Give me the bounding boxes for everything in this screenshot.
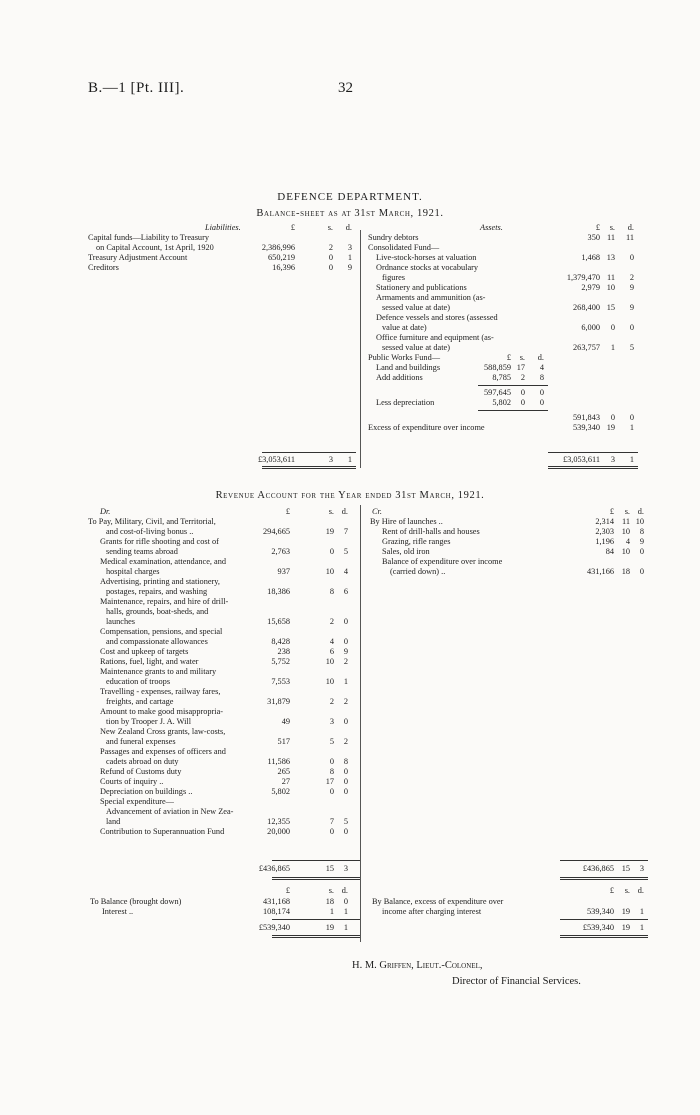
public-works-pence-head: d. bbox=[537, 353, 544, 362]
livestock-pence: 0 bbox=[629, 253, 634, 262]
debit-pence: 6 bbox=[343, 587, 348, 596]
debit-pence: 1 bbox=[343, 677, 348, 686]
balance-brought-down-shillings: 18 bbox=[325, 897, 334, 906]
debit-pounds: 5,802 bbox=[271, 787, 290, 796]
additions-shillings: 2 bbox=[520, 373, 525, 382]
credit-total-double-rule bbox=[560, 879, 648, 880]
debit-pounds: 5,752 bbox=[271, 657, 290, 666]
debit-label: and cost-of-living bonus .. bbox=[106, 527, 194, 536]
signature-name: H. M. Griffen, Lieut.-Colonel, bbox=[352, 960, 483, 971]
debit-label: Cost and upkeep of targets bbox=[100, 647, 189, 656]
land-buildings-shillings: 17 bbox=[516, 363, 525, 372]
credit-label: Sales, old iron bbox=[382, 547, 430, 556]
debit-pounds: 517 bbox=[277, 737, 290, 746]
debit-shillings: 10 bbox=[325, 657, 334, 666]
debit-label: Travelling - expenses, railway fares, bbox=[100, 687, 221, 696]
debit-pence: 2 bbox=[343, 737, 348, 746]
debit-pounds: 265 bbox=[277, 767, 290, 776]
ordnance-pounds: 1,379,470 bbox=[566, 273, 600, 282]
office-pounds: 263,757 bbox=[573, 343, 600, 352]
depreciation-label: Less depreciation bbox=[376, 398, 435, 407]
debit-pounds: 294,665 bbox=[263, 527, 290, 536]
revenue-debit-shilling-head: s. bbox=[328, 507, 334, 516]
liability-label: Treasury Adjustment Account bbox=[88, 253, 188, 262]
cr-label: Cr. bbox=[372, 507, 382, 516]
excess-pence: 1 bbox=[629, 423, 634, 432]
credit-shillings: 10 bbox=[621, 527, 630, 536]
additions-pounds: 8,785 bbox=[492, 373, 511, 382]
debit-pence: 0 bbox=[343, 617, 348, 626]
credit-pence: 0 bbox=[639, 567, 644, 576]
public-works-label: Public Works Fund— bbox=[368, 353, 441, 362]
credit-total-rule bbox=[560, 860, 648, 861]
balance-down-total-rule bbox=[272, 919, 360, 920]
credit-total-double-rule bbox=[560, 877, 648, 878]
debit-label: hospital charges bbox=[106, 567, 160, 576]
balance-credit-double-rule bbox=[560, 935, 648, 936]
debit-shillings: 0 bbox=[329, 787, 334, 796]
assets-total-pounds: £3,053,611 bbox=[562, 455, 600, 464]
revenue-account-title: Revenue Account for the Year ended 31st March, 1921. bbox=[215, 490, 485, 501]
liabilities-total-rule bbox=[262, 452, 356, 453]
stationery-pence: 9 bbox=[629, 283, 634, 292]
credit-pounds: 2,303 bbox=[595, 527, 614, 536]
additions-pence: 8 bbox=[539, 373, 544, 382]
debit-shillings: 6 bbox=[329, 647, 334, 656]
document-reference: B.—1 [Pt. III]. bbox=[88, 80, 185, 96]
balance-brought-down-label: To Balance (brought down) bbox=[90, 897, 182, 906]
debit-label: education of troops bbox=[106, 677, 171, 686]
credit-shillings: 18 bbox=[621, 567, 630, 576]
credit-shillings: 4 bbox=[625, 537, 630, 546]
depreciation-pounds: 5,802 bbox=[492, 398, 511, 407]
liabilities-total-pounds: £3,053,611 bbox=[257, 455, 295, 464]
debit-pence: 0 bbox=[343, 717, 348, 726]
stationery-pounds: 2,979 bbox=[581, 283, 600, 292]
debit-shillings: 5 bbox=[329, 737, 334, 746]
debit-shillings: 17 bbox=[325, 777, 334, 786]
debit-pence: 0 bbox=[343, 767, 348, 776]
depreciation-rule bbox=[478, 410, 548, 411]
liabilities-total-double-rule bbox=[262, 466, 356, 467]
vessels-label-cont: value at date) bbox=[382, 323, 427, 332]
revenue-debit-pence-head: d. bbox=[341, 507, 348, 516]
balance-down-double-rule bbox=[272, 935, 360, 936]
debit-shillings: 8 bbox=[329, 587, 334, 596]
livestock-pounds: 1,468 bbox=[581, 253, 600, 262]
excess-shillings: 19 bbox=[606, 423, 615, 432]
debit-label: sending teams abroad bbox=[106, 547, 178, 556]
stationery-shillings: 10 bbox=[606, 283, 615, 292]
consolidated-fund-label: Consolidated Fund— bbox=[368, 243, 440, 252]
assets-pence-head: d. bbox=[627, 223, 634, 232]
debit-pence: 0 bbox=[343, 637, 348, 646]
debit-shillings: 7 bbox=[329, 817, 334, 826]
assets-heading: Assets. bbox=[480, 223, 503, 232]
assets-total-rule bbox=[548, 452, 638, 453]
credit-label: By Hire of launches .. bbox=[370, 517, 443, 526]
vessels-pence: 0 bbox=[629, 323, 634, 332]
balance-down-total-shillings: 19 bbox=[325, 923, 334, 932]
office-pence: 5 bbox=[629, 343, 634, 352]
ordnance-pence: 2 bbox=[629, 273, 634, 282]
debit-label: Grants for rifle shooting and cost of bbox=[100, 537, 219, 546]
debit-total-pence: 3 bbox=[343, 864, 348, 873]
debit-pence: 0 bbox=[343, 777, 348, 786]
balance-down-credit-pence-head: d. bbox=[637, 886, 644, 895]
debit-pence: 2 bbox=[343, 657, 348, 666]
debit-shillings: 0 bbox=[329, 827, 334, 836]
debit-pounds: 49 bbox=[281, 717, 290, 726]
revenue-credit-pence-head: d. bbox=[637, 507, 644, 516]
revenue-divider bbox=[360, 505, 361, 885]
debit-label: freights, and cartage bbox=[106, 697, 174, 706]
debit-label: halls, grounds, boat-sheds, and bbox=[106, 607, 209, 616]
balance-down-total-pence: 1 bbox=[343, 923, 348, 932]
public-works-net-pounds: 591,843 bbox=[573, 413, 600, 422]
department-title: DEFENCE DEPARTMENT. bbox=[277, 191, 423, 203]
liabilities-pound-head: £ bbox=[290, 223, 295, 232]
debit-shillings: 0 bbox=[329, 757, 334, 766]
liability-pence: 3 bbox=[347, 243, 352, 252]
debit-shillings: 10 bbox=[325, 567, 334, 576]
debit-label: postages, repairs, and washing bbox=[106, 587, 208, 596]
debit-pounds: 238 bbox=[277, 647, 290, 656]
credit-pence: 0 bbox=[639, 547, 644, 556]
debit-pence: 7 bbox=[343, 527, 348, 536]
ordnance-label: Ordnance stocks at vocabulary bbox=[376, 263, 479, 272]
credit-label: Balance of expenditure over income bbox=[382, 557, 503, 566]
debit-pence: 9 bbox=[343, 647, 348, 656]
debit-label: Amount to make good misappropria- bbox=[100, 707, 224, 716]
debit-label: cadets abroad on duty bbox=[106, 757, 179, 766]
debit-label: Advancement of aviation in New Zea- bbox=[106, 807, 234, 816]
assets-shilling-head: s. bbox=[609, 223, 615, 232]
credit-label: Rent of drill-halls and houses bbox=[382, 527, 480, 536]
signature-title: Director of Financial Services. bbox=[452, 976, 581, 987]
debit-label: Contribution to Superannuation Fund bbox=[100, 827, 225, 836]
debit-pounds: 31,879 bbox=[267, 697, 290, 706]
balance-down-total-pounds: £539,340 bbox=[258, 923, 290, 932]
debit-shillings: 2 bbox=[329, 617, 334, 626]
public-works-pound-head: £ bbox=[506, 353, 511, 362]
credit-pence: 8 bbox=[639, 527, 644, 536]
debit-total-double-rule bbox=[272, 877, 360, 878]
debit-label: Special expenditure— bbox=[100, 797, 174, 806]
armaments-label-cont: sessed value at date) bbox=[382, 303, 450, 312]
debit-pence: 0 bbox=[343, 827, 348, 836]
liability-label-cont: on Capital Account, 1st April, 1920 bbox=[96, 243, 214, 252]
debit-pounds: 937 bbox=[277, 567, 290, 576]
interest-pence: 1 bbox=[343, 907, 348, 916]
liability-shillings: 0 bbox=[328, 263, 333, 272]
balance-brought-down-pence: 0 bbox=[343, 897, 348, 906]
debit-label: Medical examination, attendance, and bbox=[100, 557, 227, 566]
balance-excess-label: By Balance, excess of expenditure over bbox=[372, 897, 504, 906]
liability-pounds: 650,219 bbox=[268, 253, 295, 262]
depreciation-shillings: 0 bbox=[520, 398, 525, 407]
liability-shillings: 0 bbox=[328, 253, 333, 262]
liability-pence: 9 bbox=[347, 263, 352, 272]
balance-down-double-rule bbox=[272, 937, 360, 938]
debit-shillings: 3 bbox=[329, 717, 334, 726]
interest-label: Interest .. bbox=[102, 907, 134, 916]
balance-sheet-divider bbox=[360, 230, 361, 468]
excess-pounds: 539,340 bbox=[573, 423, 600, 432]
revenue-credit-shilling-head: s. bbox=[624, 507, 630, 516]
debit-pounds: 11,586 bbox=[267, 757, 290, 766]
public-works-shilling-head: s. bbox=[519, 353, 525, 362]
debit-pence: 4 bbox=[343, 567, 348, 576]
liabilities-total-shillings: 3 bbox=[328, 455, 333, 464]
balance-down-debit-pound-head: £ bbox=[285, 886, 290, 895]
armaments-pence: 9 bbox=[629, 303, 634, 312]
credit-shillings: 11 bbox=[622, 517, 630, 526]
debit-label: To Pay, Military, Civil, and Territorial, bbox=[88, 517, 216, 526]
armaments-shillings: 15 bbox=[606, 303, 615, 312]
balance-credit-total-shillings: 19 bbox=[621, 923, 630, 932]
credit-pounds: 2,314 bbox=[595, 517, 614, 526]
debit-shillings: 10 bbox=[325, 677, 334, 686]
debit-label: Advertising, printing and stationery, bbox=[100, 577, 220, 586]
liability-label: Creditors bbox=[88, 263, 119, 272]
balance-excess-shillings: 19 bbox=[621, 907, 630, 916]
debit-pounds: 20,000 bbox=[267, 827, 290, 836]
office-label-cont: sessed value at date) bbox=[382, 343, 450, 352]
debit-pounds: 7,553 bbox=[271, 677, 290, 686]
office-shillings: 1 bbox=[610, 343, 615, 352]
dr-label: Dr. bbox=[100, 507, 111, 516]
liabilities-total-double-rule bbox=[262, 468, 356, 469]
liability-label: Capital funds—Liability to Treasury bbox=[88, 233, 209, 242]
public-works-sum-pence: 0 bbox=[539, 388, 544, 397]
credit-label-cont: (carried down) .. bbox=[390, 567, 446, 576]
debit-label: Courts of inquiry .. bbox=[100, 777, 164, 786]
vessels-label: Defence vessels and stores (assessed bbox=[376, 313, 498, 322]
excess-label: Excess of expenditure over income bbox=[368, 423, 485, 432]
debit-total-pounds: £436,865 bbox=[258, 864, 290, 873]
debit-total-rule bbox=[272, 860, 360, 861]
liabilities-heading: Liabilities. bbox=[205, 223, 241, 232]
sundry-debtors-pounds: 350 bbox=[587, 233, 600, 242]
land-buildings-pounds: 588,859 bbox=[484, 363, 511, 372]
balance-excess-pence: 1 bbox=[639, 907, 644, 916]
ordnance-label-cont: figures bbox=[382, 273, 406, 282]
balance-brought-down-pounds: 431,168 bbox=[263, 897, 290, 906]
interest-pounds: 108,174 bbox=[263, 907, 290, 916]
debit-pence: 5 bbox=[343, 817, 348, 826]
debit-label: Passages and expenses of officers and bbox=[100, 747, 226, 756]
credit-pounds: 431,166 bbox=[587, 567, 614, 576]
ordnance-shillings: 11 bbox=[607, 273, 615, 282]
balance-excess-pounds: 539,340 bbox=[587, 907, 614, 916]
debit-pounds: 2,763 bbox=[271, 547, 290, 556]
public-works-net-shillings: 0 bbox=[610, 413, 615, 422]
debit-label: launches bbox=[106, 617, 136, 626]
credit-total-shillings: 15 bbox=[621, 864, 630, 873]
debit-label: Maintenance grants to and military bbox=[100, 667, 217, 676]
debit-label: Maintenance, repairs, and hire of drill- bbox=[100, 597, 229, 606]
debit-pounds: 15,658 bbox=[267, 617, 290, 626]
revenue-debit-pound-head: £ bbox=[285, 507, 290, 516]
livestock-label: Live-stock-horses at valuation bbox=[376, 253, 477, 262]
additions-label: Add additions bbox=[376, 373, 423, 382]
debit-total-double-rule bbox=[272, 879, 360, 880]
liabilities-pence-head: d. bbox=[345, 223, 352, 232]
balance-credit-total-rule bbox=[560, 919, 648, 920]
sundry-debtors-pence: 11 bbox=[626, 233, 634, 242]
sundry-debtors-shillings: 11 bbox=[607, 233, 615, 242]
public-works-sum-pounds: 597,645 bbox=[484, 388, 511, 397]
debit-pence: 0 bbox=[343, 787, 348, 796]
office-label: Office furniture and equipment (as- bbox=[376, 333, 494, 342]
armaments-label: Armaments and ammunition (as- bbox=[376, 293, 486, 302]
debit-shillings: 19 bbox=[325, 527, 334, 536]
debit-label: New Zealand Cross grants, law-costs, bbox=[100, 727, 226, 736]
liability-pounds: 2,386,996 bbox=[261, 243, 295, 252]
debit-shillings: 4 bbox=[329, 637, 334, 646]
balance-down-debit-pence-head: d. bbox=[341, 886, 348, 895]
liabilities-total-pence: 1 bbox=[347, 455, 352, 464]
assets-total-pence: 1 bbox=[629, 455, 634, 464]
page-number: 32 bbox=[338, 80, 353, 96]
liabilities-shilling-head: s. bbox=[327, 223, 333, 232]
debit-pounds: 18,386 bbox=[267, 587, 290, 596]
debit-pence: 8 bbox=[343, 757, 348, 766]
credit-pence: 10 bbox=[635, 517, 644, 526]
credit-pence: 9 bbox=[639, 537, 644, 546]
debit-label: Depreciation on buildings .. bbox=[100, 787, 193, 796]
credit-pounds: 84 bbox=[605, 547, 614, 556]
land-buildings-label: Land and buildings bbox=[376, 363, 441, 372]
assets-pound-head: £ bbox=[595, 223, 600, 232]
debit-pounds: 27 bbox=[281, 777, 290, 786]
credit-total-pounds: £436,865 bbox=[582, 864, 614, 873]
balance-credit-double-rule bbox=[560, 937, 648, 938]
vessels-pounds: 6,000 bbox=[581, 323, 600, 332]
liability-pence: 1 bbox=[347, 253, 352, 262]
debit-label: and funeral expenses bbox=[106, 737, 176, 746]
liability-shillings: 2 bbox=[328, 243, 333, 252]
balance-credit-total-pounds: £539,340 bbox=[582, 923, 614, 932]
balance-credit-total-pence: 1 bbox=[639, 923, 644, 932]
debit-label: land bbox=[106, 817, 121, 826]
debit-shillings: 2 bbox=[329, 697, 334, 706]
revenue-credit-pound-head: £ bbox=[609, 507, 614, 516]
public-works-net-pence: 0 bbox=[629, 413, 634, 422]
debit-label: and compassionate allowances bbox=[106, 637, 208, 646]
credit-label: Grazing, rifle ranges bbox=[382, 537, 451, 546]
debit-label: Rations, fuel, light, and water bbox=[100, 657, 199, 666]
debit-pence: 2 bbox=[343, 697, 348, 706]
debit-label: Compensation, pensions, and special bbox=[100, 627, 223, 636]
land-buildings-pence: 4 bbox=[539, 363, 544, 372]
debit-label: Refund of Customs duty bbox=[100, 767, 182, 776]
liability-pounds: 16,396 bbox=[272, 263, 295, 272]
armaments-pounds: 268,400 bbox=[573, 303, 600, 312]
debit-pounds: 8,428 bbox=[271, 637, 290, 646]
balance-down-divider bbox=[360, 884, 361, 942]
debit-shillings: 8 bbox=[329, 767, 334, 776]
interest-shillings: 1 bbox=[329, 907, 334, 916]
stationery-label: Stationery and publications bbox=[376, 283, 467, 292]
assets-total-shillings: 3 bbox=[610, 455, 615, 464]
debit-shillings: 0 bbox=[329, 547, 334, 556]
debit-total-shillings: 15 bbox=[325, 864, 334, 873]
debit-pounds: 12,355 bbox=[267, 817, 290, 826]
debit-label: tion by Trooper J. A. Will bbox=[106, 717, 192, 726]
public-works-subtotal-rule bbox=[478, 385, 548, 386]
assets-total-double-rule bbox=[548, 466, 638, 467]
credit-pounds: 1,196 bbox=[595, 537, 614, 546]
balance-down-debit-shilling-head: s. bbox=[328, 886, 334, 895]
debit-pence: 5 bbox=[343, 547, 348, 556]
balance-down-credit-pound-head: £ bbox=[609, 886, 614, 895]
balance-excess-label-cont: income after charging interest bbox=[382, 907, 482, 916]
sundry-debtors-label: Sundry debtors bbox=[368, 233, 419, 242]
credit-shillings: 10 bbox=[621, 547, 630, 556]
depreciation-pence: 0 bbox=[539, 398, 544, 407]
balance-sheet-title: Balance-sheet as at 31st March, 1921. bbox=[256, 208, 444, 219]
public-works-sum-shillings: 0 bbox=[520, 388, 525, 397]
assets-total-double-rule bbox=[548, 468, 638, 469]
balance-down-credit-shilling-head: s. bbox=[624, 886, 630, 895]
vessels-shillings: 0 bbox=[610, 323, 615, 332]
credit-total-pence: 3 bbox=[639, 864, 644, 873]
livestock-shillings: 13 bbox=[606, 253, 615, 262]
